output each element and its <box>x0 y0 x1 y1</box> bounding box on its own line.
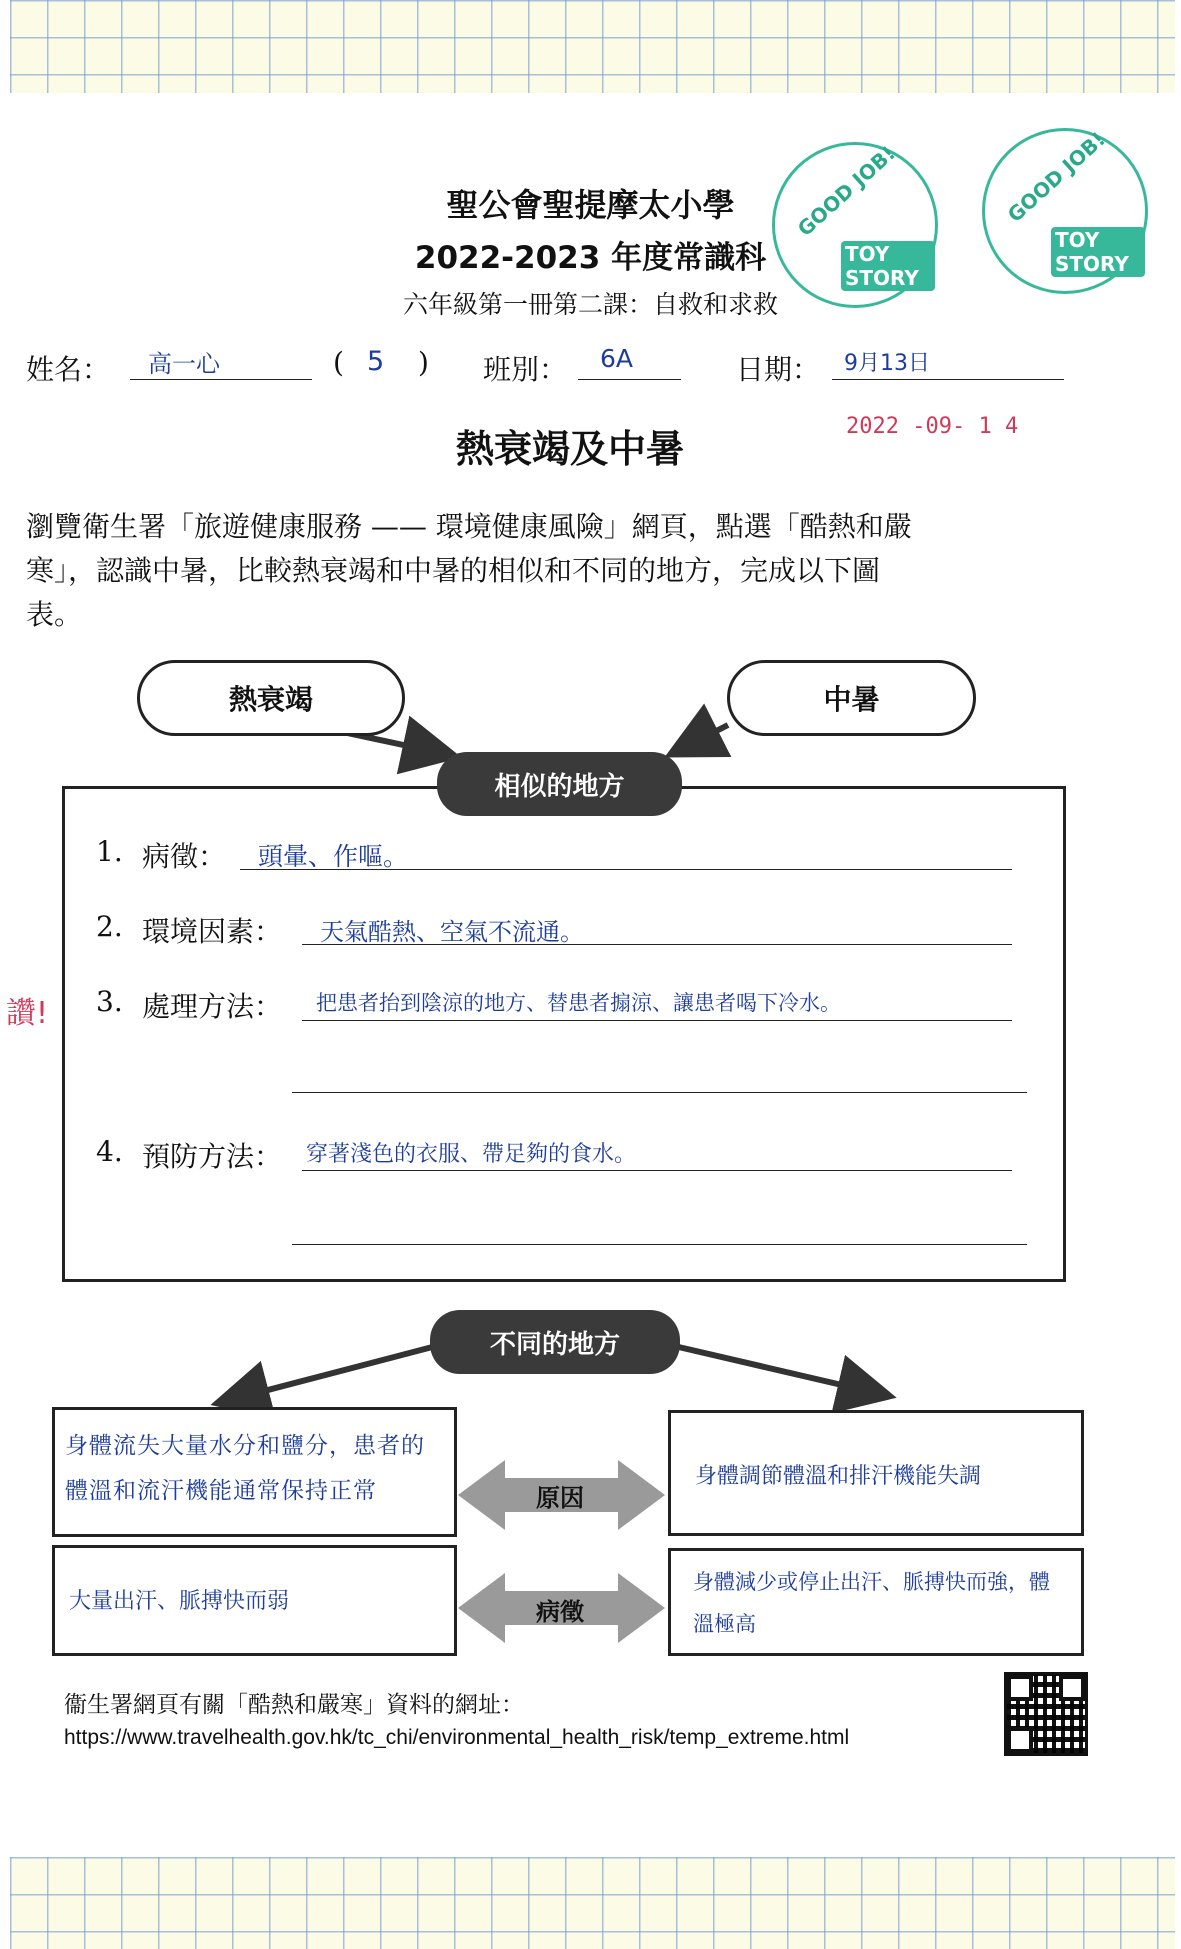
arrow-diff-left <box>222 1345 440 1402</box>
margin-note: 讚! <box>6 996 49 1031</box>
exhaustion-cause-text: 身體流失大量水分和鹽分，患者的體溫和流汗機能通常保持正常 <box>65 1433 425 1504</box>
number-open: ( <box>333 346 344 379</box>
item-2-number: 2. <box>96 910 123 943</box>
item-2-line <box>302 910 1012 945</box>
school-name: 聖公會聖提摩太小學 <box>446 186 735 224</box>
name-label: 姓名： <box>26 353 111 386</box>
item-3-number: 3. <box>96 985 123 1018</box>
item-3-label: 處理方法： <box>142 990 283 1023</box>
date-value: 9月13日 <box>844 351 930 376</box>
instructions: 瀏覽衛生署「旅遊健康服務 —— 環境健康風險」網頁，點選「酷熱和嚴 寒」，認識中暑，比較熱衰竭和中暑的相似和不同的地方，完成以下圖 表。 <box>26 510 912 631</box>
heatstroke-cause-box <box>668 1410 1084 1536</box>
name-value: 高一心 <box>148 350 220 378</box>
good-job-stamp: GOOD JOB! TOY STORY <box>982 128 1148 294</box>
exhaustion-symptom-box <box>52 1545 457 1656</box>
footer-url[interactable]: https://www.travelhealth.gov.hk/tc_chi/environmental_health_risk/temp_extreme.html <box>64 1726 850 1749</box>
item-3-line <box>302 985 1012 1021</box>
class-value: 6A <box>600 344 634 373</box>
heatstroke-symptom-text: 身體減少或停止出汗、脈搏快而強，體溫極高 <box>693 1570 1050 1636</box>
year-subject: 2022-2023 年度常識科 <box>414 240 767 276</box>
item-3-answer: 把患者抬到陰涼的地方、替患者搧涼、讓患者喝下冷水。 <box>316 991 841 1015</box>
arrow-diff-right <box>670 1345 885 1395</box>
good-job-stamp: GOOD JOB! TOY STORY <box>772 142 938 308</box>
date-label: 日期： <box>736 353 821 386</box>
date-stamp: 2022 -09- 1 4 <box>846 414 1019 439</box>
heatstroke-cause-text: 身體調節體溫和排汗機能失調 <box>695 1464 982 1489</box>
lesson-title: 六年級第一冊第二課：自救和求救 <box>402 290 778 319</box>
worksheet-title: 熱衰竭及中暑 <box>455 426 684 471</box>
item-4-extra-line <box>292 1210 1027 1245</box>
item-4-line <box>302 1135 1012 1171</box>
symptom-label: 病徵 <box>536 1597 584 1626</box>
item-1-label: 病徵： <box>142 840 227 873</box>
different-label: 不同的地方 <box>430 1310 680 1374</box>
item-4-label: 預防方法： <box>142 1140 283 1173</box>
item-1-line <box>240 835 1012 870</box>
student-number: 5 <box>367 346 385 377</box>
item-4-answer: 穿著淺色的衣服、帶足夠的食水。 <box>306 1142 637 1167</box>
topic-heat-exhaustion: 熱衰竭 <box>137 660 405 736</box>
item-2-label: 環境因素： <box>142 915 283 948</box>
class-label: 班別： <box>483 353 568 386</box>
cause-label: 原因 <box>536 1483 584 1512</box>
exhaustion-cause-box <box>52 1407 457 1537</box>
item-1-number: 1. <box>96 835 123 868</box>
exhaustion-symptom-text: 大量出汗、脈搏快而弱 <box>69 1589 290 1614</box>
item-2-answer: 天氣酷熱、空氣不流通。 <box>320 918 584 946</box>
item-3-extra-line <box>292 1058 1027 1093</box>
item-1-answer: 頭暈、作嘔。 <box>258 842 409 871</box>
topic-heatstroke: 中暑 <box>727 660 976 736</box>
number-close: ) <box>418 346 429 379</box>
item-4-number: 4. <box>96 1135 123 1168</box>
similar-label: 相似的地方 <box>437 752 682 816</box>
footer-note: 衞生署網頁有關「酷熱和嚴寒」資料的網址： <box>64 1692 524 1718</box>
heatstroke-symptom-box <box>668 1548 1084 1656</box>
qr-code[interactable] <box>1004 1672 1088 1756</box>
arrow-right-down <box>675 725 728 752</box>
